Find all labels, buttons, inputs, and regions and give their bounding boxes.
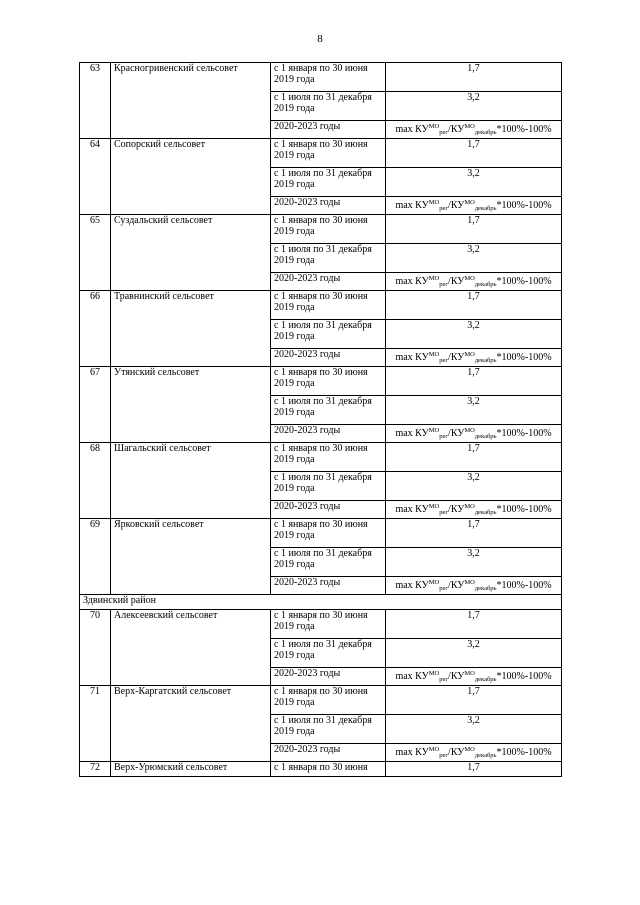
formula-sub: декабрь: [474, 433, 497, 440]
formula-sup: МО: [464, 199, 475, 206]
value-cell: 1,7: [386, 215, 562, 244]
table-row: [80, 139, 562, 168]
value-cell: 1,7: [386, 686, 562, 715]
value-cell: 1,7: [386, 443, 562, 472]
formula-sub: рег: [439, 585, 449, 592]
settlement-name: Суздальский сельсовет: [111, 215, 271, 291]
formula-sup: МО: [464, 670, 475, 677]
settlement-name: Верх-Урюмский сельсовет: [111, 762, 271, 777]
formula-mid: /КУ: [448, 671, 465, 682]
period-cell: 2020-2023 годы: [271, 349, 386, 367]
formula-prefix: max КУ: [395, 504, 429, 515]
settlement-name: Красногривенский сельсовет: [111, 63, 271, 139]
period-cell: с 1 января по 30 июня 2019 года: [271, 63, 386, 92]
formula-sup: МО: [428, 427, 440, 434]
formula-sub: рег: [439, 509, 449, 516]
formula-sub: декабрь: [474, 357, 497, 364]
formula-sup: МО: [464, 351, 475, 358]
formula-sup: МО: [464, 503, 475, 510]
formula-sup: МО: [428, 579, 440, 586]
period-cell: с 1 января по 30 июня 2019 года: [271, 215, 386, 244]
formula-cell: [386, 197, 562, 215]
table-row: [80, 215, 562, 244]
formula-prefix: max КУ: [395, 276, 429, 287]
formula-mid: /КУ: [448, 747, 465, 758]
formula-prefix: max КУ: [395, 124, 429, 135]
formula-mid: /КУ: [448, 200, 465, 211]
value-cell: 1,7: [386, 63, 562, 92]
formula-cell: [386, 577, 562, 595]
value-cell: 3,2: [386, 168, 562, 197]
region-heading: Здвинский район: [80, 595, 562, 610]
formula-suffix: *100%-100%: [496, 671, 552, 682]
region-section: [80, 595, 562, 610]
period-cell: с 1 июля по 31 декабря 2019 года: [271, 320, 386, 349]
formula-sub: декабрь: [474, 509, 497, 516]
formula-sup: МО: [464, 746, 475, 753]
period-cell: 2020-2023 годы: [271, 668, 386, 686]
period-cell: с 1 января по 30 июня 2019 года: [271, 291, 386, 320]
row-number: 72: [80, 762, 111, 777]
formula-sub: декабрь: [474, 752, 497, 759]
page-number: 8: [317, 33, 323, 45]
formula-sub: декабрь: [474, 205, 497, 212]
formula-suffix: *100%-100%: [496, 124, 552, 135]
value-cell: 1,7: [386, 762, 562, 777]
period-cell: 2020-2023 годы: [271, 577, 386, 595]
formula-cell: [386, 121, 562, 139]
formula-sub: декабрь: [474, 585, 497, 592]
table-row: [80, 610, 562, 639]
formula-prefix: max КУ: [395, 352, 429, 363]
formula-cell: [386, 425, 562, 443]
value-cell: 1,7: [386, 139, 562, 168]
formula-sub: декабрь: [474, 676, 497, 683]
value-cell: 3,2: [386, 548, 562, 577]
row-number: 65: [80, 215, 111, 291]
table-row: [80, 686, 562, 715]
row-number: 70: [80, 610, 111, 686]
period-cell: 2020-2023 годы: [271, 273, 386, 291]
formula-sup: МО: [428, 503, 440, 510]
row-number: 63: [80, 63, 111, 139]
value-cell: 3,2: [386, 92, 562, 121]
formula-mid: /КУ: [448, 504, 465, 515]
formula-mid: /КУ: [448, 428, 465, 439]
formula-sub: рег: [439, 357, 449, 364]
formula-sub: рег: [439, 129, 449, 136]
formula-mid: /КУ: [448, 276, 465, 287]
settlement-name: Алексеевский сельсовет: [111, 610, 271, 686]
formula-sub: рег: [439, 676, 449, 683]
table-row: [80, 63, 562, 92]
period-cell: с 1 января по 30 июня 2019 года: [271, 610, 386, 639]
period-cell: с 1 января по 30 июня 2019 года: [271, 686, 386, 715]
formula-prefix: max КУ: [395, 200, 429, 211]
period-cell: с 1 января по 30 июня 2019 года: [271, 367, 386, 396]
formula-cell: [386, 273, 562, 291]
formula-cell: [386, 501, 562, 519]
period-cell: с 1 июля по 31 декабря 2019 года: [271, 639, 386, 668]
formula-sup: МО: [428, 746, 440, 753]
formula-sup: МО: [464, 579, 475, 586]
row-number: 64: [80, 139, 111, 215]
period-cell: с 1 января по 30 июня 2019 года: [271, 443, 386, 472]
row-number: 69: [80, 519, 111, 595]
formula-cell: [386, 349, 562, 367]
formula-sub: декабрь: [474, 129, 497, 136]
value-cell: 1,7: [386, 367, 562, 396]
formula-mid: /КУ: [448, 124, 465, 135]
formula-suffix: *100%-100%: [496, 580, 552, 591]
formula-suffix: *100%-100%: [496, 200, 552, 211]
table-section-b: [80, 610, 562, 762]
formula-sup: МО: [428, 275, 440, 282]
formula-sup: МО: [428, 351, 440, 358]
formula-suffix: *100%-100%: [496, 428, 552, 439]
period-cell: с 1 января по 30 июня 2019 года: [271, 139, 386, 168]
formula-suffix: *100%-100%: [496, 276, 552, 287]
formula-sup: МО: [464, 123, 475, 130]
row-number: 71: [80, 686, 111, 762]
region-row: [80, 595, 562, 610]
formula-suffix: *100%-100%: [496, 352, 552, 363]
table-row: [80, 762, 562, 777]
formula-suffix: *100%-100%: [496, 504, 552, 515]
formula-sub: декабрь: [474, 281, 497, 288]
period-cell: с 1 июля по 31 декабря 2019 года: [271, 715, 386, 744]
period-cell: с 1 июля по 31 декабря 2019 года: [271, 92, 386, 121]
formula-cell: [386, 744, 562, 762]
formula-cell: [386, 668, 562, 686]
formula-prefix: max КУ: [395, 747, 429, 758]
formula-sup: МО: [428, 670, 440, 677]
period-cell: 2020-2023 годы: [271, 425, 386, 443]
table-row: [80, 443, 562, 472]
formula-sub: рег: [439, 433, 449, 440]
formula-mid: /КУ: [448, 352, 465, 363]
table-row: [80, 367, 562, 396]
row-number: 66: [80, 291, 111, 367]
formula-prefix: max КУ: [395, 428, 429, 439]
value-cell: 3,2: [386, 715, 562, 744]
value-cell: 3,2: [386, 639, 562, 668]
period-cell: с 1 июля по 31 декабря 2019 года: [271, 396, 386, 425]
period-cell: с 1 июля по 31 декабря 2019 года: [271, 168, 386, 197]
table-row: [80, 519, 562, 548]
row-number: 67: [80, 367, 111, 443]
period-cell: с 1 июля по 31 декабря 2019 года: [271, 244, 386, 273]
settlement-name: Верх-Каргатский сельсовет: [111, 686, 271, 762]
value-cell: 1,7: [386, 519, 562, 548]
value-cell: 3,2: [386, 244, 562, 273]
formula-prefix: max КУ: [395, 671, 429, 682]
value-cell: 3,2: [386, 396, 562, 425]
row-number: 68: [80, 443, 111, 519]
table-section-last: [80, 762, 562, 777]
value-cell: 3,2: [386, 320, 562, 349]
period-cell: 2020-2023 годы: [271, 501, 386, 519]
settlement-name: Ярковский сельсовет: [111, 519, 271, 595]
formula-sup: МО: [464, 427, 475, 434]
formula-prefix: max КУ: [395, 580, 429, 591]
formula-sub: рег: [439, 752, 449, 759]
period-cell: 2020-2023 годы: [271, 121, 386, 139]
formula-sub: рег: [439, 281, 449, 288]
table-row: [80, 291, 562, 320]
tariff-table: [79, 62, 562, 777]
value-cell: 1,7: [386, 610, 562, 639]
settlement-name: Травнинский сельсовет: [111, 291, 271, 367]
formula-sup: МО: [464, 275, 475, 282]
period-cell: с 1 июля по 31 декабря 2019 года: [271, 472, 386, 501]
value-cell: 3,2: [386, 472, 562, 501]
formula-mid: /КУ: [448, 580, 465, 591]
period-cell: с 1 июля по 31 декабря 2019 года: [271, 548, 386, 577]
period-cell: 2020-2023 годы: [271, 197, 386, 215]
formula-suffix: *100%-100%: [496, 747, 552, 758]
period-cell: с 1 января по 30 июня 2019 года: [271, 519, 386, 548]
settlement-name: Шагальский сельсовет: [111, 443, 271, 519]
settlement-name: Сопорский сельсовет: [111, 139, 271, 215]
formula-sup: МО: [428, 123, 440, 130]
formula-sup: МО: [428, 199, 440, 206]
table-section-a: [80, 63, 562, 595]
value-cell: 1,7: [386, 291, 562, 320]
settlement-name: Утянский сельсовет: [111, 367, 271, 443]
formula-sub: рег: [439, 205, 449, 212]
period-cell: 2020-2023 годы: [271, 744, 386, 762]
period-cell: с 1 января по 30 июня: [271, 762, 386, 777]
